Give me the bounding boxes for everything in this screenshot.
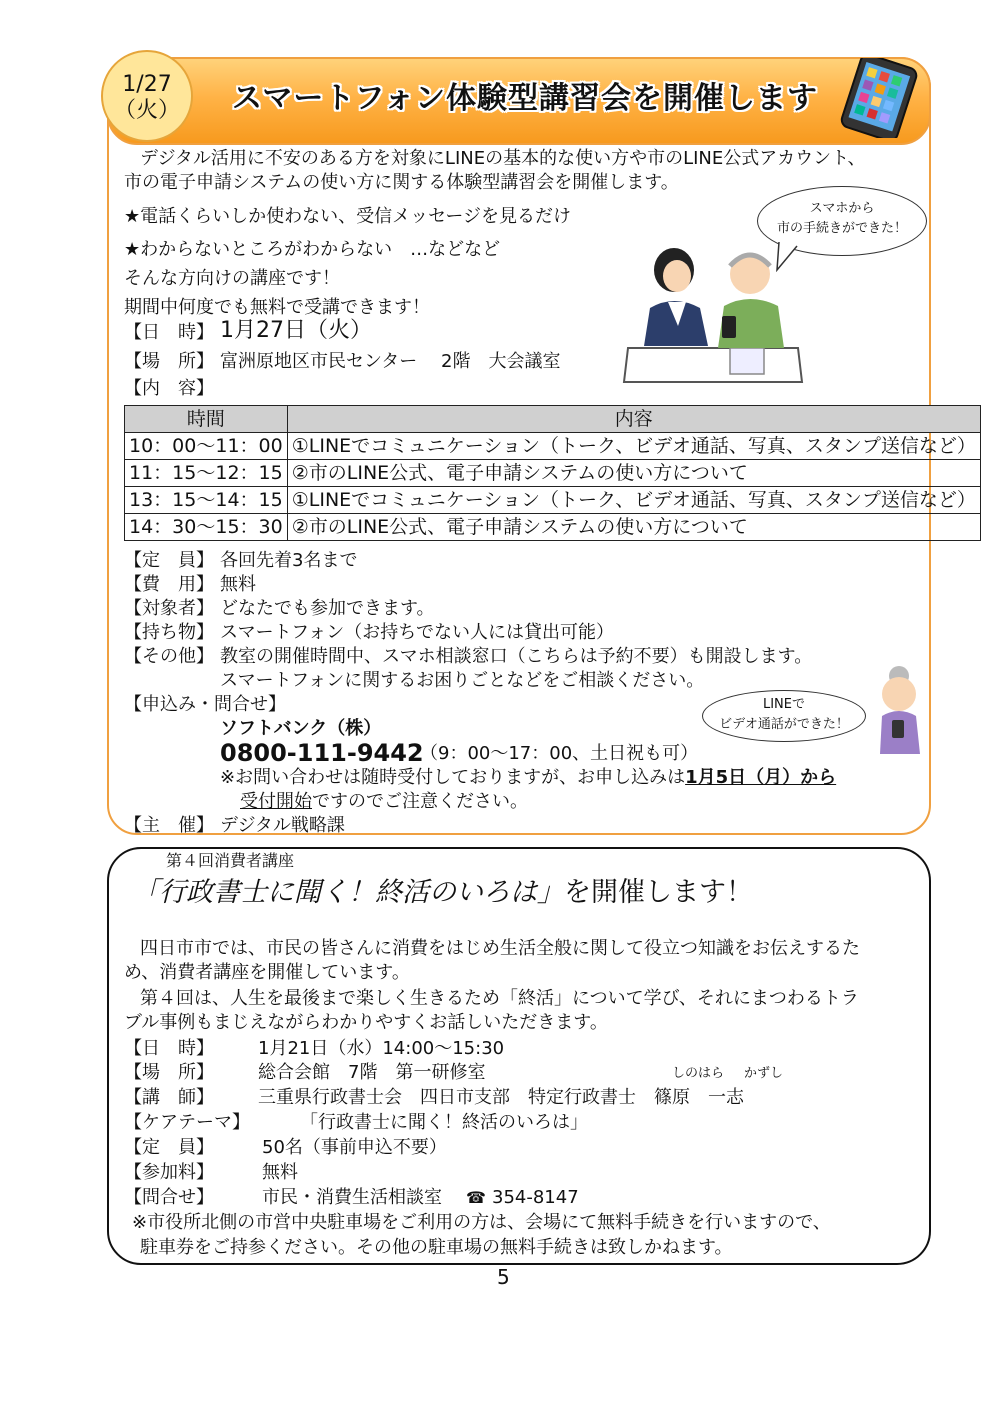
date-badge-weekday: （火） (113, 98, 180, 123)
lecturer-value: 三重県行政書士会 四日市支部 特定行政書士 篠原 一志 (258, 1087, 744, 1108)
page-number: 5 (497, 1265, 510, 1289)
place-value: 富洲原地区市民センター 2階 大会議室 (220, 351, 561, 372)
phone-icon: ☎ (466, 1188, 486, 1207)
note-start-word: 受付開始 (240, 791, 312, 812)
other-label: 【その他】 (124, 646, 214, 667)
table-header-time: 時間 (125, 406, 288, 433)
table-cell-content: ②市のLINE公式、電子申請システムの使い方について (287, 460, 980, 487)
bubble-bottom-line1: LINEで (762, 697, 805, 712)
lecture-date-label: 【日 時】 (124, 1038, 214, 1059)
lecture-title (132, 876, 753, 910)
intro-line-1: デジタル活用に不安のある方を対象にLINEの基本的な使い方や市のLINE公式アカウント、 (140, 148, 866, 169)
target-line: そんな方向けの講座です！ (124, 268, 340, 289)
lecturer-ruby-last: しのはら (672, 1066, 725, 1081)
table-row (125, 433, 981, 460)
host-label: 【主 催】 (124, 815, 214, 836)
table-cell-time: 13：15〜14：15 (125, 487, 288, 514)
intro-line-2: 市の電子申請システムの使い方に関する体験型講習会を開催します。 (124, 172, 679, 193)
table-cell-content: ①LINEでコミュニケーション（トーク、ビデオ通話、写真、スタンプ送信など） (287, 487, 980, 514)
items-value: スマートフォン（お持ちでない人には貸出可能） (220, 622, 615, 643)
free-line: 期間中何度でも無料で受講できます！ (124, 297, 430, 318)
fee-label: 【費 用】 (124, 574, 214, 595)
table-cell-time: 10：00〜11：00 (125, 433, 288, 460)
audience-label: 【対象者】 (124, 598, 214, 619)
note-start-date: 1月5日（月）から (685, 767, 837, 788)
apply-label: 【申込み・問合せ】 (124, 694, 286, 715)
lecture-place-label: 【場 所】 (124, 1062, 214, 1083)
company-name: ソフトバンク（株） (220, 718, 382, 739)
smartphone-illustration-icon (836, 58, 924, 138)
grandmother-illustration-icon (866, 662, 932, 756)
body2-line-2: ブル事例もまじえながらわかりやすくお話しいただきます。 (124, 1012, 608, 1033)
bubble-top-line2: 市の手続きができた！ (776, 221, 907, 236)
lecture-date-value: 1月21日（水）14:00〜15:30 (258, 1038, 505, 1059)
body1-line-2: め、消費者講座を開催しています。 (124, 962, 410, 983)
lecture-title-suffix: を開催します！ (564, 877, 753, 908)
lecture-title-quote: 「行政書士に聞く！終活のいろは」 (132, 877, 564, 908)
lecture-contact-value: 市民・消費生活相談室 (262, 1187, 442, 1208)
date-badge (101, 50, 193, 142)
table-cell-content: ②市のLINE公式、電子申請システムの使い方について (287, 514, 980, 541)
parking-line-1: ※市役所北側の市営中央駐車場をご利用の方は、会場にて無料手続きを行いますので、 (132, 1212, 831, 1233)
note-rest: ですのでご注意ください。 (312, 791, 528, 812)
note-line-2 (240, 791, 528, 813)
host-value: デジタル戦略課 (220, 815, 345, 836)
schedule-table (124, 405, 981, 541)
audience-value: どなたでも参加できます。 (220, 598, 435, 619)
capacity-value: 各回先着3名まで (220, 550, 358, 571)
note-prefix: ※お問い合わせは随時受付しておりますが、お申し込みは (220, 767, 686, 788)
lecture-capacity-label: 【定 員】 (124, 1137, 214, 1158)
bubble-bottom-line2: ビデオ通話ができた！ (719, 717, 849, 732)
items-label: 【持ち物】 (124, 622, 214, 643)
lecture-capacity-value: 50名（事前申込不要） (262, 1137, 447, 1158)
body1-line-1: 四日市市では、市民の皆さんに消費をはじめ生活全般に関して役立つ知識をお伝えするた (140, 938, 860, 959)
table-cell-content: ①LINEでコミュニケーション（トーク、ビデオ通話、写真、スタンプ送信など） (287, 433, 980, 460)
table-header-content: 内容 (287, 406, 980, 433)
date-value: 1月27日（火） (220, 318, 372, 343)
lecture-place-value: 総合会館 7階 第一研修室 (258, 1062, 486, 1083)
contact-phone: 0800-111-9442 (220, 739, 424, 767)
lecturer-label: 【講 師】 (124, 1087, 214, 1108)
lecture-series: 第４回消費者講座 (166, 851, 295, 870)
people-with-smartphone-icon (622, 236, 804, 388)
table-cell-time: 11：15〜12：15 (125, 460, 288, 487)
lecturer-ruby-first: かずし (744, 1066, 784, 1081)
point-1: ★電話くらいしか使わない、受信メッセージを見るだけ (124, 206, 572, 227)
other-value-2: スマートフォンに関するお困りごとなどをご相談ください。 (220, 670, 705, 691)
lecture-contact-label: 【問合せ】 (124, 1187, 214, 1208)
theme-value: 「行政書士に聞く！終活のいろは」 (300, 1112, 588, 1133)
other-value-1: 教室の開催時間中、スマホ相談窓口（こちらは予約不要）も開設します。 (220, 646, 813, 667)
theme-label: 【ケアテーマ】 (124, 1112, 250, 1133)
smartphone-event-title: スマートフォン体験型講習会を開催します (232, 81, 818, 116)
speech-bubble-bottom (702, 690, 866, 742)
table-row (125, 460, 981, 487)
table-header-row (125, 406, 981, 433)
contact-hours: （9：00〜17：00、土日祝も可） (420, 743, 699, 764)
parking-line-2: 駐車券をご持参ください。その他の駐車場の無料手続きは致しかねます。 (140, 1237, 733, 1258)
table-row (125, 487, 981, 514)
fee-value: 無料 (220, 574, 256, 595)
lecture-fee-value: 無料 (262, 1162, 298, 1183)
place-label: 【場 所】 (124, 351, 214, 372)
point-2: ★わからないところがわからない …などなど (124, 239, 501, 260)
date-badge-date: 1/27 (122, 72, 172, 97)
date-label: 【日 時】 (124, 322, 214, 343)
table-cell-time: 14：30〜15：30 (125, 514, 288, 541)
body2-line-1: 第４回は、人生を最後まで楽しく生きるため「終活」について学び、それにまつわるトラ (140, 988, 859, 1009)
note-line-1 (220, 767, 836, 789)
capacity-label: 【定 員】 (124, 550, 214, 571)
content-label: 【内 容】 (124, 378, 214, 399)
lecture-contact-phone: 354-8147 (492, 1187, 579, 1208)
table-row (125, 514, 981, 541)
lecture-fee-label: 【参加料】 (124, 1162, 214, 1183)
bubble-top-line1: スマホから (809, 201, 875, 216)
